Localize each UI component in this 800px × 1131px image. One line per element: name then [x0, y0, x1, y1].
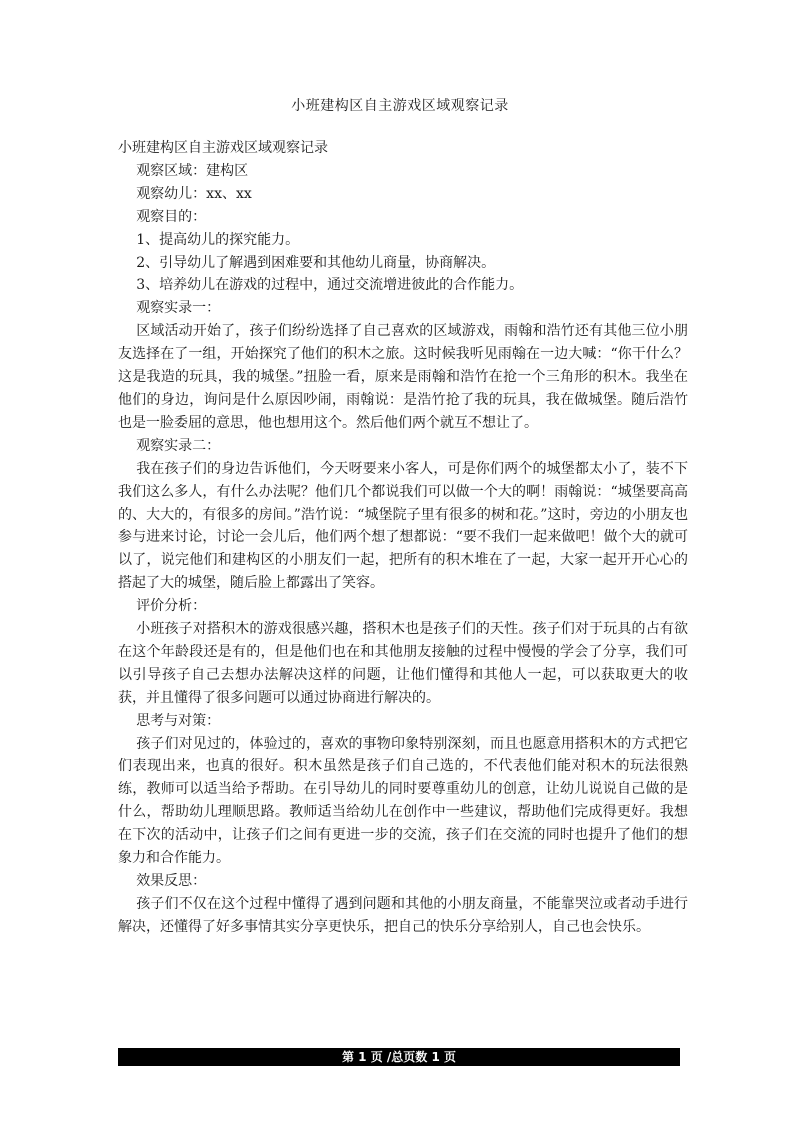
- evaluation-heading: 评价分析：: [136, 598, 207, 615]
- observed-children: 观察幼儿：xx、xx: [136, 185, 252, 202]
- record-two-text: 我在孩子们的身边告诉他们，今天呀要来小客人，可是你们两个的城堡都太小了，装不下我们这么多人，有什么办法呢？他们几个都说我们可以做一个大的啊！雨翰说：“城堡要高高的、大大的，有很多的房间。”浩竹说：“城堡院子里有很多的树和花。”这时，旁边的小朋友也参与进来讨论，讨论一会儿后，他们两个想了想都说：“要不我们一起来做吧！做个大的就可以了，说完他们和建构区的小朋友们一起，把所有的积木堆在了一起，大家一起开开心心的搭起了大的城堡，随后脸上都露出了笑容。: [118, 460, 688, 592]
- record-one-heading: 观察实录一：: [136, 300, 221, 317]
- goal-item-3: 3、培养幼儿在游戏的过程中，通过交流增进彼此的合作能力。: [136, 277, 524, 294]
- body-heading: 小班建构区自主游戏区域观察记录: [118, 140, 328, 156]
- page-number-label: 第 1 页 /总页数 1 页: [342, 1050, 456, 1064]
- strategy-heading: 思考与对策：: [136, 712, 221, 729]
- strategy-text: 孩子们对见过的，体验过的，喜欢的事物印象特别深刻，而且也愿意用搭积木的方式把它们表现出来，也真的很好。积木虽然是孩子们自己选的，不代表他们能对积木的玩法很熟练，教师可以适当给予帮助。在引导幼儿的同时要尊重幼儿的创意，让幼儿说说自己做的是什么，帮助幼儿理顺思路。教师适当给幼儿在创作中一些建议，帮助他们完成得更好。我想在下次的活动中，让孩子们之间有更进一步的交流，孩子们在交流的同时也提升了他们的想象力和合作能力。: [118, 735, 688, 867]
- page-footer: [118, 1048, 680, 1066]
- evaluation-text: 小班孩子对搭积木的游戏很感兴趣，搭积木也是孩子们的天性。孩子们对于玩具的占有欲在这个年龄段还是有的，但是他们也在和其他朋友接触的过程中慢慢的学会了分享，我们可以引导孩子自己去想办法解决这样的问题，让他们懂得和其他人一起，可以获取更大的收获，并且懂得了很多问题可以通过协商进行解决的。: [118, 621, 688, 706]
- goal-item-1: 1、提高幼儿的探究能力。: [136, 231, 300, 248]
- goal-item-2: 2、引导幼儿了解遇到困难要和其他幼儿商量，协商解决。: [136, 254, 496, 271]
- reflection-heading: 效果反思：: [136, 873, 207, 889]
- record-one-text: 区域活动开始了，孩子们纷纷选择了自己喜欢的区域游戏，雨翰和浩竹还有其他三位小朋友选择在了一组，开始探究了他们的积木之旅。这时候我听见雨翰在一边大喊：“你干什么？这是我造的玩具，我的城堡。”扭脸一看，原来是雨翰和浩竹在抢一个三角形的积木。我坐在他们的身边，询问是什么原因吵闹，雨翰说：是浩竹抢了我的玩具，我在做城堡。随后浩竹也是一脸委屈的意思，他也想用这个。然后他们两个就互不想让了。: [118, 323, 688, 431]
- reflection-text: 孩子们不仅在这个过程中懂得了遇到问题和其他的小朋友商量，不能靠哭泣或者动手进行解决，还懂得了好多事情其实分享更快乐，把自己的快乐分享给别人，自己也会快乐。: [118, 895, 688, 935]
- document-body: [118, 137, 688, 939]
- observation-area: 观察区域：建构区: [136, 162, 249, 179]
- record-two-heading: 观察实录二：: [136, 437, 221, 454]
- document-title: 小班建构区自主游戏区域观察记录: [291, 98, 509, 114]
- observation-goals-heading: 观察目的：: [136, 208, 207, 225]
